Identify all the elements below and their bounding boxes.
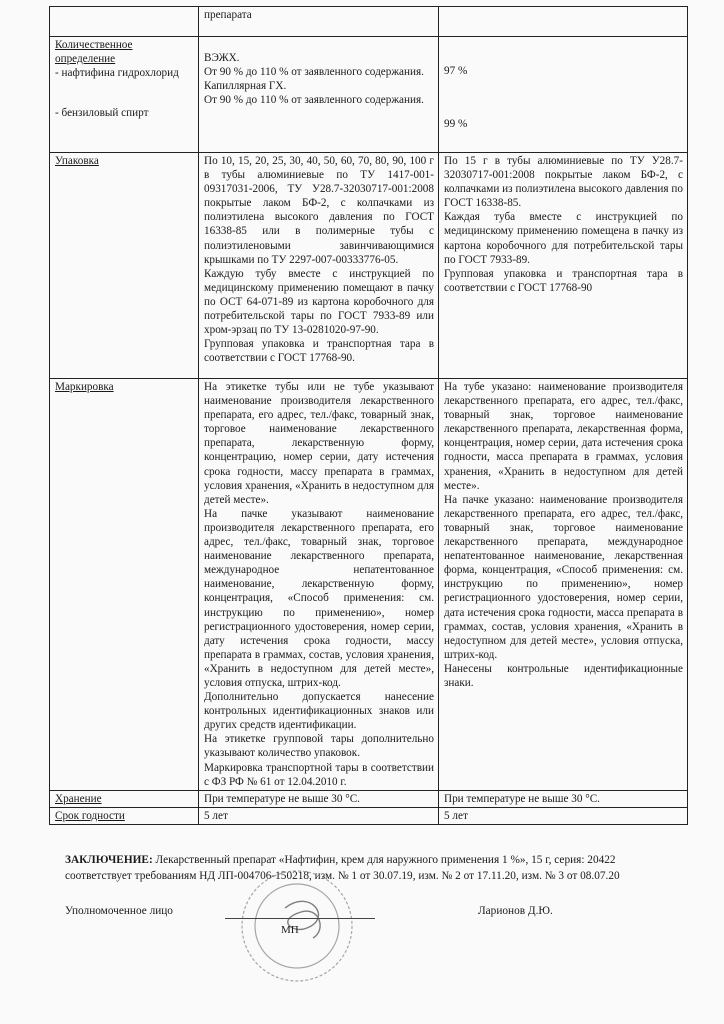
shelf-col2: 5 лет [199,807,439,824]
shelf-label: Срок годности [50,807,199,824]
conclusion-heading: ЗАКЛЮЧЕНИЕ: [65,854,153,866]
stamp-mark: МП [281,924,299,936]
marking-col3: На тубе указано: наименование производителя лекарственного препарата, его адрес, тел./факс, товарный знак, торговое наименование лекарственного препарата, лекарственная форма, концентрация, номер серии, дата истечения срока годности, масса препарата в граммах, условия хранения, «Хранить в недоступном для детей месте». На пачке указано: наименование производителя лекарственного препарата, его адрес, тел./факс, товарный знак, торговое наименование лекарственного препарата, международное непатентованное наименование, лекарственная форма, концентрация, «Способ применения: см. инструкцию по применению», номер регистрационного удостоверения, номер серии, дата истечения срока годности, масса препарата в граммах, состав, условия хранения, «Хранить в недоступном для детей месте», условия отпуска, штрих-код. Нанесены контрольные идентификационные знаки. [439,379,688,791]
prep-col2: препарата [199,7,439,37]
packaging-label: Упаковка [50,153,199,379]
marking-col2: На этикетке тубы или не тубе указывают наименование производителя лекарственного препарата, его адрес, тел./факс, товарный знак, торговое наименование лекарственного препарата, лекарственную форму, концентрацию, номер серии, дату истечения срока годности, массу препарата в граммах, условия хранения, «Хранить в недоступном для детей месте». На пачке указывают наименование производителя лекарственного препарата, его адрес, тел./факс, товарный знак, торговое наименование лекарственного препарата, международное непатентованное наименование, лекарственную форму, концентрация, «Способ применения: см. инструкцию по применению», номер регистрационного удостоверения, номер серии, дату истечения срока годности, массу препарата в граммах, состав, условия хранения, «Хранить в недоступном для детей месте», условия отпуска, штрих-код. Дополнительно допускается нанесение контрольных идентификационных знаков или других средств идентификации. На этикетке групповой тары дополнительно указывают количество упаковок. Маркировка транспортной тары в соответствии с ФЗ РФ № 61 от 12.04.2010 г. [199,379,439,791]
marking-label: Маркировка [50,379,199,791]
storage-col2: При температуре не выше 30 °С. [199,790,439,807]
authorized-person-label: Уполномоченное лицо [65,905,173,917]
signer-name: Ларионов Д.Ю. [478,905,553,917]
conclusion [65,853,675,884]
assay-label: Количественное определение - нафтифина гидрохлорид - бензиловый спирт [50,37,199,153]
table-row [50,807,688,824]
signature-line [225,918,375,919]
table-row [50,153,688,379]
table-row [50,379,688,791]
conclusion-text: Лекарственный препарат «Нафтифин, крем для наружного применения 1 %», 15 г, серия: 20422 соответствует требованиям НД ЛП-004706-150218, изм. № 1 от 30.07.19, изм. № 2 от 17.11.20, изм. № 3 от 08.07.20 [65,854,620,882]
table-row [50,7,688,37]
table-row [50,790,688,807]
storage-col3: При температуре не выше 30 °С. [439,790,688,807]
assay-col2: ВЭЖХ. От 90 % до 110 % от заявленного содержания. Капиллярная ГХ. От 90 % до 110 % от заявленного содержания. [199,37,439,153]
shelf-col3: 5 лет [439,807,688,824]
spec-table [49,6,688,825]
packaging-col2: По 10, 15, 20, 25, 30, 40, 50, 60, 70, 80, 90, 100 г в тубы алюминиевые по ТУ 1417-001-09317031-2006, ТУ У28.7-32030717-001:2008 покрытые лаком БФ-2, с колпачками из полиэтилена высокого давления по ГОСТ 16338-85 или в полимерные тубы с полиэтиленовыми завинчивающимися крышками по ТУ 2297-007-00333776-05. Каждую тубу вместе с инструкцией по медицинскому применению помещают в пачку по ОСТ 64-071-89 из картона коробочного для потребительской тары по ГОСТ 7933-89 или хром-эрзац по ТУ 13-0281020-97-90. Групповая упаковка и транспортная тара в соответствии с ГОСТ 17768-90. [199,153,439,379]
storage-label: Хранение [50,790,199,807]
assay-col3: 97 % 99 % [439,37,688,153]
table-row [50,37,688,153]
packaging-col3: По 15 г в тубы алюминиевые по ТУ У28.7-32030717-001:2008 покрытые лаком БФ-2, с колпачками из полиэтилена высокого давления по ГОСТ 16338-85. Каждая туба вместе с инструкцией по медицинскому применению помещена в пачку из картона коробочного для потребительской тары по ГОСТ 7933-89. Групповая упаковка и транспортная тара в соответствии с ГОСТ 17768-90 [439,153,688,379]
